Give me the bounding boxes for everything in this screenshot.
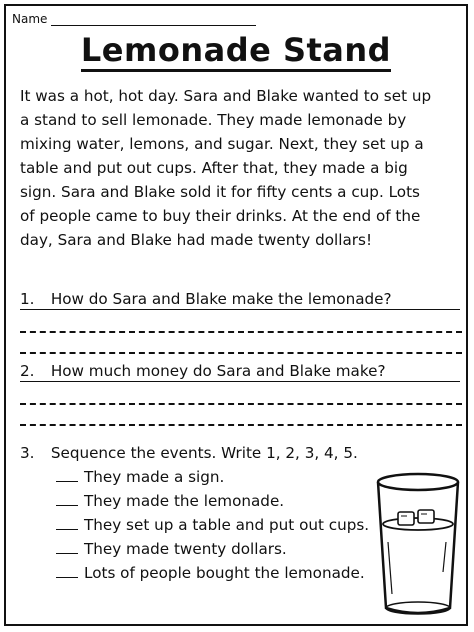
- answer-line-1b[interactable]: [20, 352, 462, 354]
- story-line: of people came to buy their drinks. At the end of the: [20, 207, 421, 225]
- story-line: sign. Sara and Blake sold it for fifty cents a cup. Lots: [20, 183, 420, 201]
- question-3: [20, 441, 369, 585]
- question-number: 3.: [20, 444, 35, 462]
- sequence-blank[interactable]: [56, 491, 78, 506]
- sequence-item-text: They made a sign.: [84, 468, 225, 486]
- sequence-item-text: They made the lemonade.: [84, 492, 285, 510]
- sequence-item-text: Lots of people bought the lemonade.: [84, 564, 365, 582]
- question-text: How do Sara and Blake make the lemonade?: [50, 290, 392, 308]
- name-label: Name: [12, 12, 48, 26]
- question-text: How much money do Sara and Blake make?: [50, 362, 386, 380]
- story-line: a stand to sell lemonade. They made lemonade by: [20, 111, 407, 129]
- sequence-blank[interactable]: [56, 515, 78, 530]
- answer-line-2b[interactable]: [20, 424, 462, 426]
- question-1: [20, 289, 460, 310]
- sequence-blank[interactable]: [56, 539, 78, 554]
- sequence-item: [56, 465, 369, 489]
- sequence-item: [56, 561, 369, 585]
- question-text: Sequence the events. Write 1, 2, 3, 4, 5.: [50, 444, 358, 462]
- answer-line-1a[interactable]: [20, 331, 462, 333]
- sequence-item: [56, 513, 369, 537]
- sequence-item-text: They set up a table and put out cups.: [84, 516, 370, 534]
- sequence-blank[interactable]: [56, 467, 78, 482]
- story-passage: [20, 84, 460, 252]
- page-title: [6, 30, 466, 70]
- story-line: table and put out cups. After that, they made a big: [20, 159, 408, 177]
- sequence-item: [56, 489, 369, 513]
- worksheet-page: [4, 4, 468, 626]
- title-text: Lemonade Stand: [81, 31, 391, 72]
- sequence-item-text: They made twenty dollars.: [84, 540, 287, 558]
- name-field: [12, 12, 256, 26]
- sequence-item: [56, 537, 369, 561]
- story-line: day, Sara and Blake had made twenty dollars!: [20, 231, 373, 249]
- story-line: It was a hot, hot day. Sara and Blake wanted to set up: [20, 87, 432, 105]
- story-line: mixing water, lemons, and sugar. Next, they set up a: [20, 135, 424, 153]
- question-number: 1.: [20, 290, 35, 308]
- question-number: 2.: [20, 362, 35, 380]
- sequence-blank[interactable]: [56, 563, 78, 578]
- name-blank-line[interactable]: [51, 14, 256, 26]
- glass-of-water-icon: [374, 472, 462, 620]
- question-2: [20, 361, 460, 382]
- answer-line-2a[interactable]: [20, 403, 462, 405]
